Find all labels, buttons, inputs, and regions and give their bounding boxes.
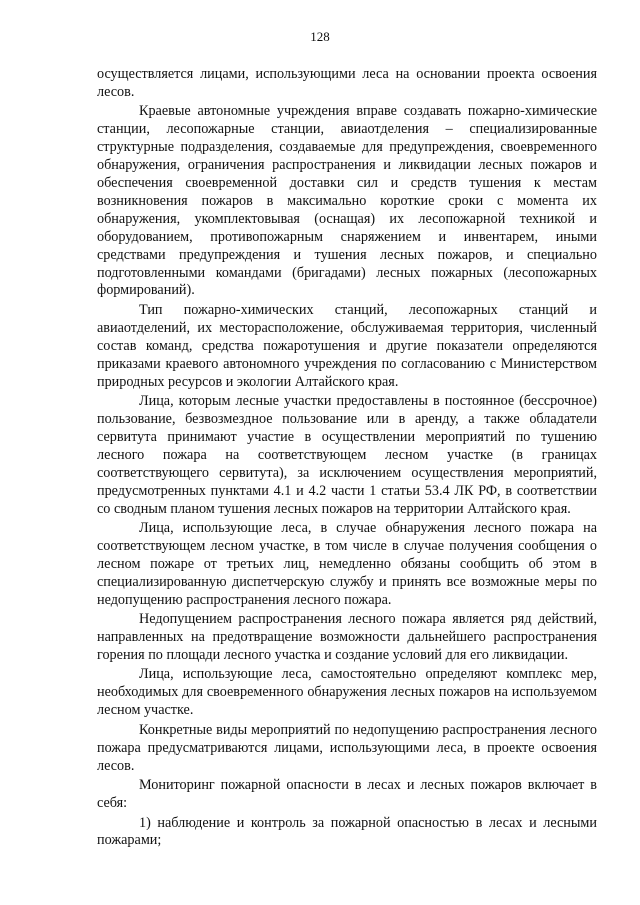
paragraph: осуществляется лицами, использующими леса на основании проекта освоения лесов. xyxy=(97,66,597,100)
document-body xyxy=(97,66,597,852)
paragraph: Конкретные виды мероприятий по недопущению распространения лесного пожара предусматриваются лицами, использующими леса, в проекте освоения лесов. xyxy=(97,721,597,774)
paragraph: Недопущением распространения лесного пожара является ряд действий, направленных на предотвращение возможности дальнейшего распространения горения по площади лесного участка и создание условий для его ликвидации. xyxy=(97,611,597,663)
paragraph: Тип пожарно-химических станций, лесопожарных станций и авиаотделений, их месторасположение, обслуживаемая территория, численный состав команд, средства пожаротушения и другие показатели определяются приказами краевого автономного учреждения по согласованию с Министерством природных ресурсов и экологии Алтайского края. xyxy=(97,301,597,390)
paragraph: Краевые автономные учреждения вправе создавать пожарно-химические станции, лесопожарные станции, авиаотделения – специализированные структурные подразделения, создаваемые для предупреждения, своевременного обнаружения, ограничения распространения и ликвидации лесных пожаров и обеспечения своевременной доставки сил и средств тушения к местам возникновения пожаров в максимально короткие сроки с момента их обнаружения, укомплектовывая (оснащая) их лесопожарной техникой и оборудованием, противопожарным снаряжением и инвентарем, иными средствами предупреждения и тушения лесных пожаров, и специально подготовленными командами (бригадами) лесных пожарных (лесопожарных формирований). xyxy=(97,103,597,299)
paragraph: Лица, использующие леса, в случае обнаружения лесного пожара на соответствующем лесном участке, в том числе в случае получения сообщения о лесном пожаре от третьих лиц, немедленно обязаны сообщить об этом в специализированную диспетчерскую службу и принять все возможные меры по недопущению распространения лесного пожара. xyxy=(97,520,597,608)
paragraph: Лица, использующие леса, самостоятельно определяют комплекс мер, необходимых для своевременного обнаружения лесных пожаров на используемом лесном участке. xyxy=(97,666,597,719)
paragraph: 1) наблюдение и контроль за пожарной опасностью в лесах и лесными пожарами; xyxy=(97,814,597,849)
page-number: 128 xyxy=(310,29,330,44)
paragraph: Лица, которым лесные участки предоставлены в постоянное (бессрочное) пользование, безвозмездное пользование или в аренду, а также обладатели сервитута принимают участие в осуществлении мероприятий по тушению лесного пожара на соответствующем лесном участке (в границах соответствующего сервитута), за исключением осуществления мероприятий, предусмотренных пунктами 4.1 и 4.2 части 1 статьи 53.4 ЛК РФ, в соответствии со сводным планом тушения лесных пожаров на территории Алтайского края. xyxy=(97,393,597,517)
paragraph: Мониторинг пожарной опасности в лесах и лесных пожаров включает в себя: xyxy=(97,777,597,811)
